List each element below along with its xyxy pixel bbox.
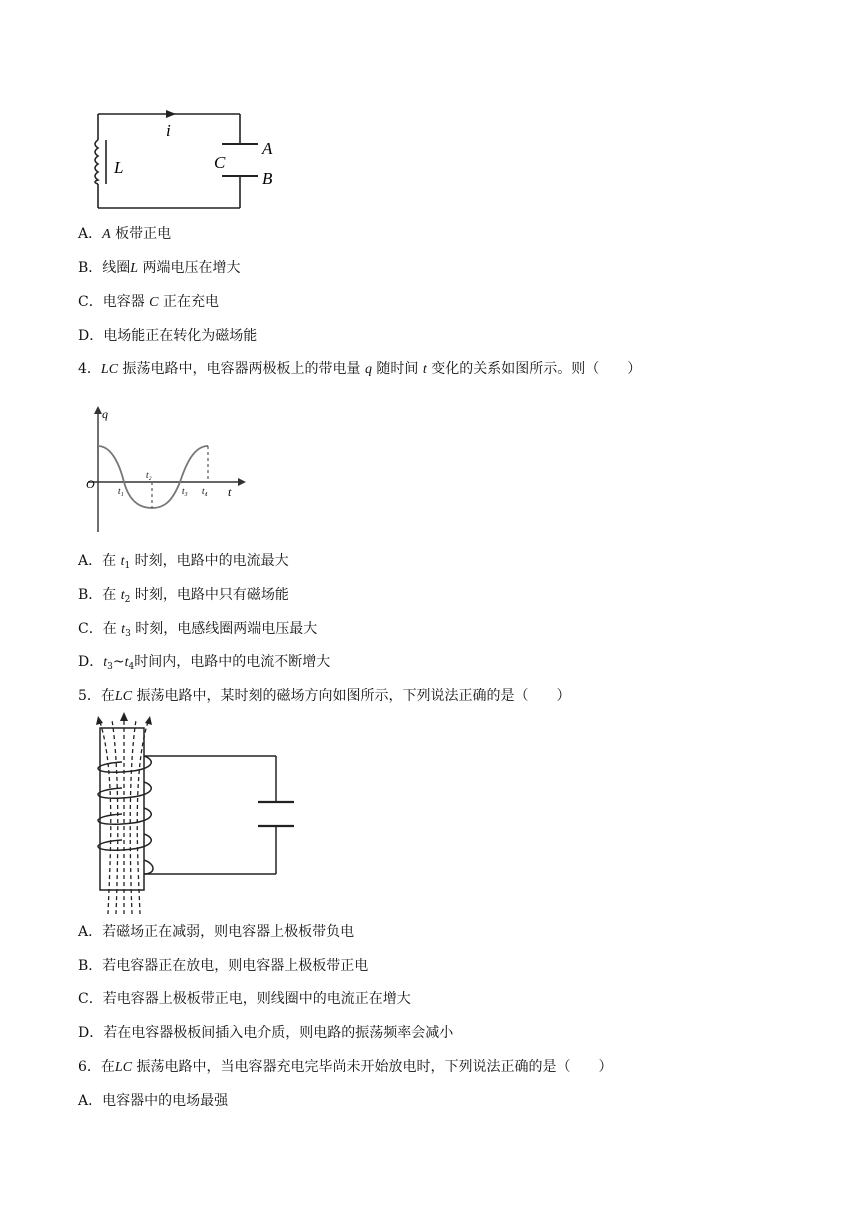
graph-x-label: t — [228, 485, 232, 499]
tick-t3: t₃ — [182, 486, 188, 496]
q4-stem: 4．LC 振荡电路中，电容器两极板上的带电量 q 随时间 t 变化的关系如图所示。则（ ） — [78, 361, 642, 377]
q5-option-c: C．若电容器上极板带正电，则线圈中的电流正在增大 — [78, 991, 411, 1007]
q6-stem: 6．在LC 振荡电路中，当电容器充电完毕尚未开始放电时，下列说法正确的是（ ） — [78, 1059, 613, 1075]
q6-option-a: A．电容器中的电场最强 — [78, 1093, 229, 1109]
q3-option-b: B．线圈L 两端电压在增大 — [78, 260, 241, 276]
tick-t2: t₂ — [146, 470, 152, 480]
tick-t4: t₄ — [202, 486, 208, 496]
lc-circuit-figure — [80, 100, 300, 220]
graph-y-label: q — [102, 407, 108, 421]
capacitor-label: C — [214, 153, 226, 172]
q4-option-c: C．在 $t_3$ 时刻，电感线圈两端电压最大 — [78, 621, 318, 639]
q3-option-d: D．电场能正在转化为磁场能 — [78, 328, 258, 344]
q5-option-a: A．若磁场正在减弱，则电容器上极板带负电 — [78, 924, 355, 940]
q5-option-b: B．若电容器正在放电，则电容器上极板带正电 — [78, 958, 369, 974]
q3-option-c: C．电容器 C 正在充电 — [78, 294, 219, 310]
q5-option-d: D．若在电容器极板间插入电介质，则电路的振荡频率会减小 — [78, 1025, 454, 1041]
q4-option-b: B．在 $t_2$ 时刻，电路中只有磁场能 — [78, 587, 289, 605]
plate-b-label: B — [262, 169, 273, 188]
tick-t1: t₁ — [118, 486, 124, 496]
solenoid-circuit-figure — [86, 712, 306, 918]
q5-stem: 5．在LC 振荡电路中，某时刻的磁场方向如图所示，下列说法正确的是（ ） — [78, 688, 571, 704]
graph-origin-label: O — [86, 477, 95, 491]
q3-option-a: A．A 板带正电 — [78, 226, 172, 242]
plate-a-label: A — [262, 139, 273, 158]
current-label: i — [166, 121, 171, 140]
inductor-label: L — [114, 158, 124, 177]
q4-option-a: A．在 $t_1$ 时刻，电路中的电流最大 — [78, 553, 289, 571]
q4-option-d: D．$t_3\sim t_4$时间内，电路中的电流不断增大 — [78, 654, 331, 672]
q-t-graph — [82, 404, 252, 534]
